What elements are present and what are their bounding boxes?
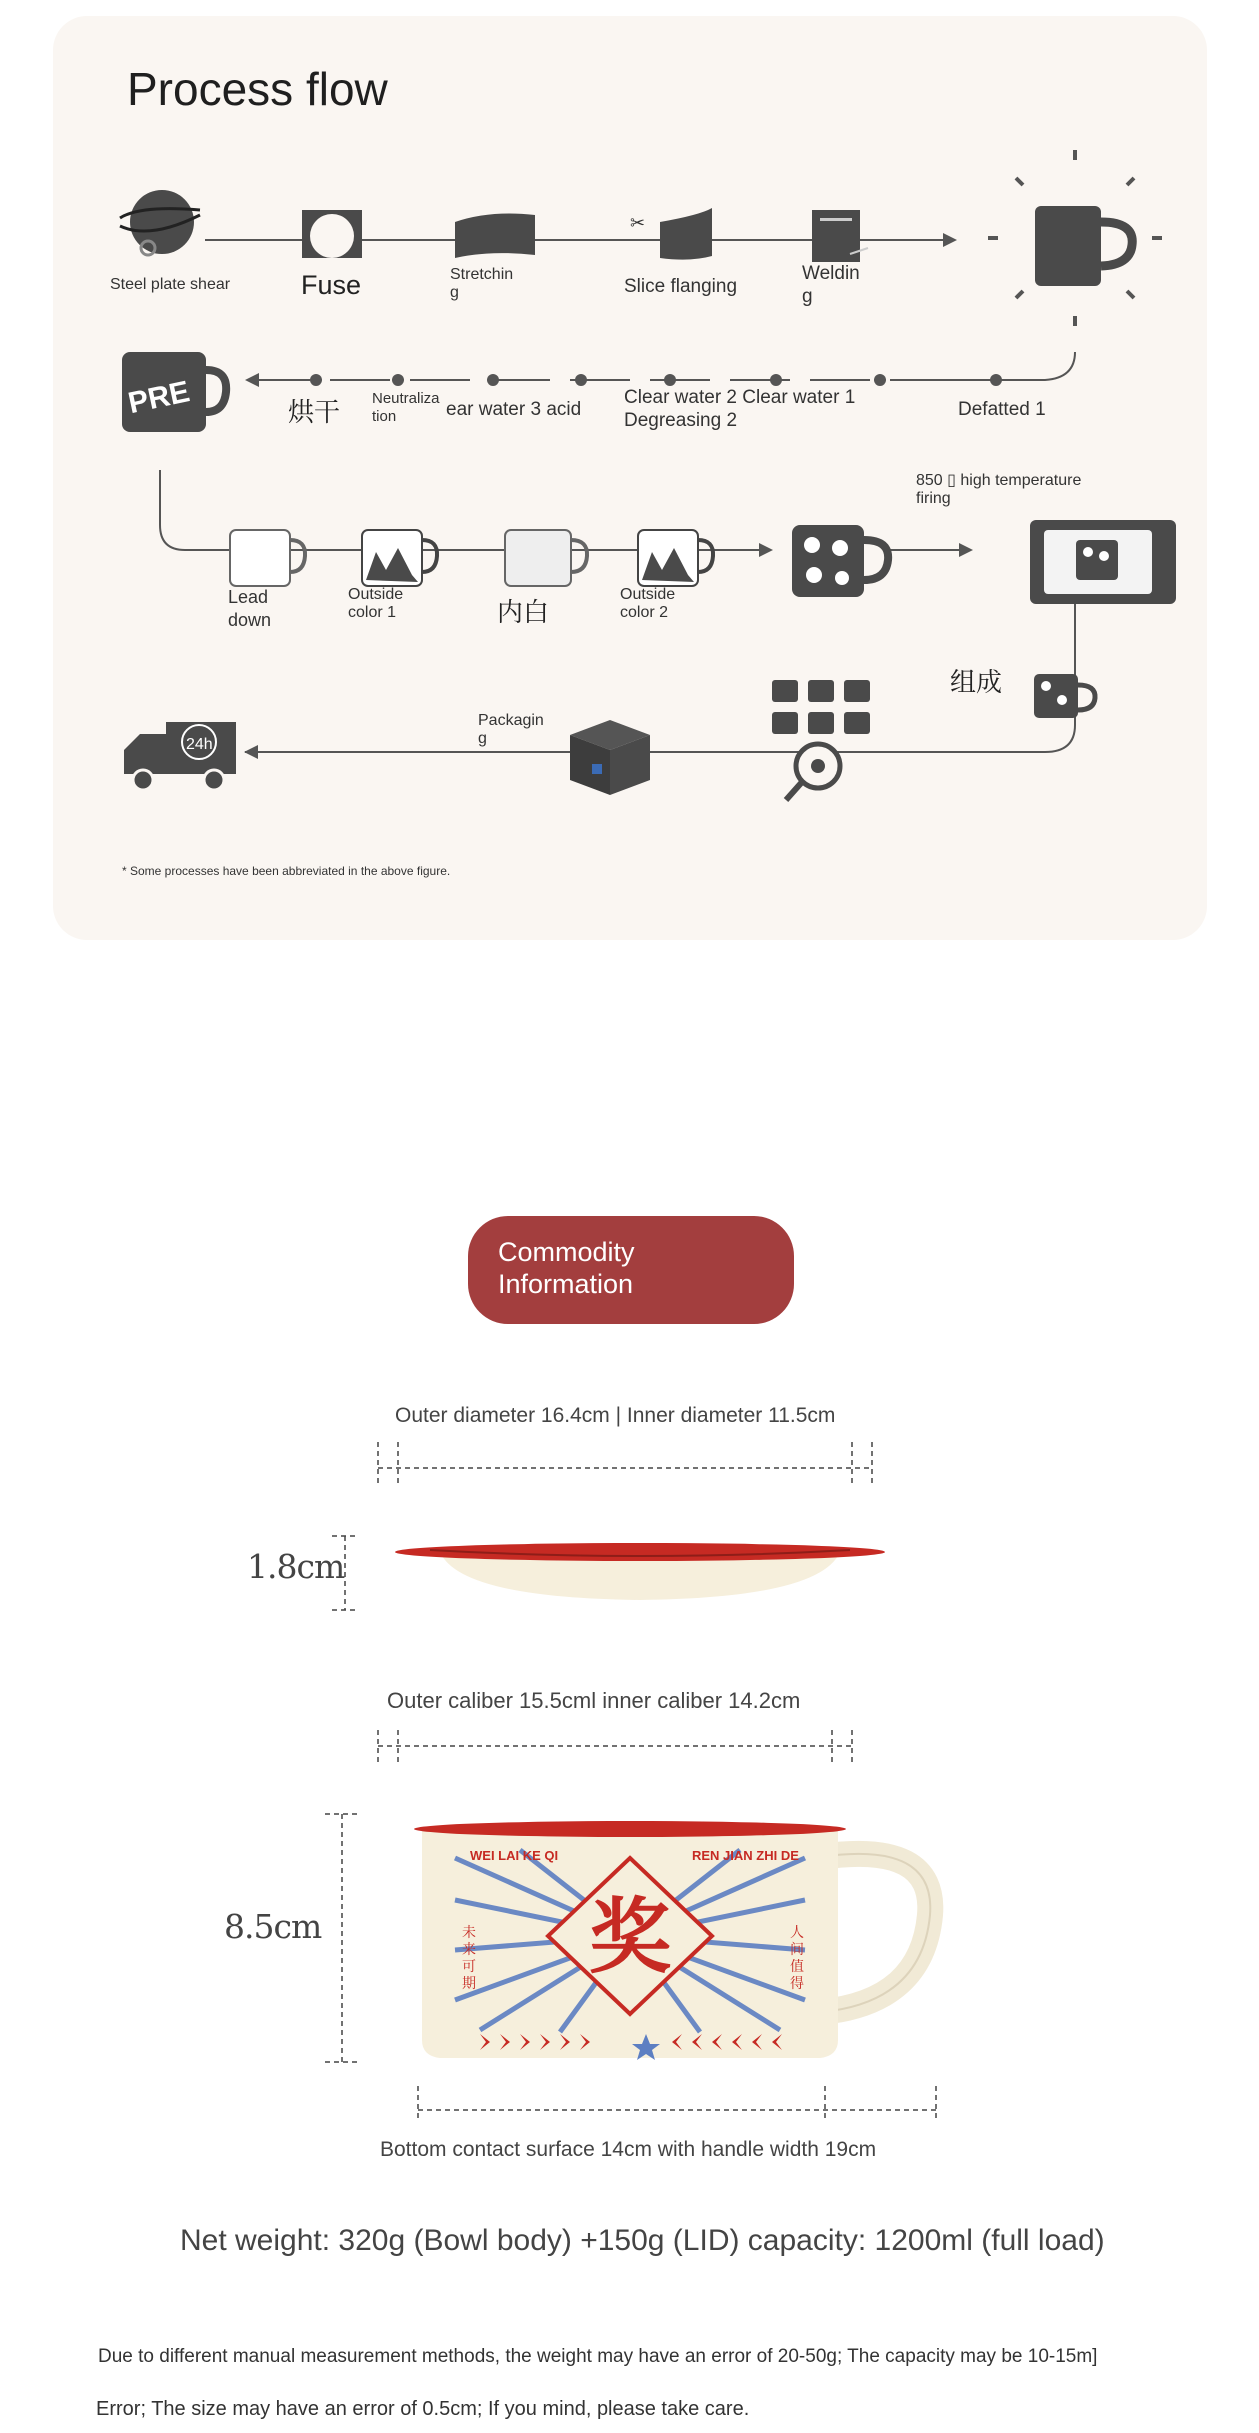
fuse-disc-icon: [302, 210, 362, 258]
firing-kiln-icon: [1030, 520, 1176, 604]
flow-dot: [990, 374, 1002, 386]
flow-dot: [487, 374, 499, 386]
welding-icon: [812, 210, 868, 262]
svg-text:✂: ✂: [630, 213, 646, 233]
pre-mug-icon: [122, 352, 226, 432]
process-footnote: * Some processes have been abbreviated in the above figure.: [122, 864, 451, 878]
step-label: 烘干: [288, 398, 341, 428]
cup-print-left-vertical: 未来可期: [462, 1925, 476, 1992]
bottom-size-label: Bottom contact surface 14cm with handle width 19cm: [380, 2138, 877, 2161]
arrow-left-icon: [244, 745, 258, 759]
cup-print-right: REN JIAN ZHI DE: [692, 1848, 799, 1863]
step-label: Outside color 2: [620, 586, 676, 621]
lid-diameter-label: Outer diameter 16.4cm | Inner diameter 11.5cm: [395, 1404, 836, 1427]
lead-down-mug-icon: [230, 530, 305, 586]
step-label: Defatted 1: [958, 399, 1046, 420]
arrow-right-icon: [759, 543, 773, 557]
slice-flanging-icon: [630, 208, 712, 260]
process-flow-diagram: [0, 0, 1259, 940]
cup-print-left: WEI LAI KE QI: [470, 1848, 559, 1863]
flow-dot: [575, 374, 587, 386]
step-label: Outside color 1: [348, 586, 404, 621]
outside-color-mug-icon: [362, 530, 437, 586]
flower-mug-icon: [792, 525, 888, 597]
stretch-sheet-icon: [455, 214, 535, 258]
cup-center-char: 奖: [588, 1890, 672, 1985]
flow-line-curve2: [160, 470, 220, 550]
lid-image: [395, 1543, 885, 1600]
cup-print-right-vertical: 人间值得: [790, 1925, 804, 1992]
step-label: Slice flanging: [624, 276, 738, 297]
cup-image: [414, 1821, 930, 2060]
truck-24h-badge: 24h: [186, 736, 213, 753]
outside-color-mug-icon: [638, 530, 713, 586]
flow-dot: [770, 374, 782, 386]
step-label: Fuse: [301, 270, 362, 300]
flow-dot: [310, 374, 322, 386]
cup-height-label: 8.5cm: [224, 1907, 322, 1946]
arrow-right-icon: [943, 233, 957, 247]
step-label: Packagin g: [478, 712, 544, 747]
flow-dot: [392, 374, 404, 386]
pre-badge: PRE: [125, 375, 193, 421]
shear-icon: [120, 190, 200, 255]
step-label: Neutraliza tion: [372, 390, 440, 425]
step-label: Stretchin g: [450, 266, 514, 301]
step-label: 组成: [950, 668, 1003, 698]
assembled-mug-icon: [1034, 674, 1095, 718]
net-weight-text: Net weight: 320g (Bowl body) +150g (LID) capacity: 1200ml (full load): [180, 2224, 1105, 2257]
error-note-line2: Error; The size may have an error of 0.5cm; If you mind, please take care.: [96, 2398, 750, 2420]
arrow-left-icon: [245, 373, 259, 387]
step-label: Clear water 2 Clear water 1 Degreasing 2: [624, 387, 856, 431]
caliber-label: Outer caliber 15.5cml inner caliber 14.2cm: [387, 1688, 801, 1713]
lid-height-label: 1.8cm: [247, 1547, 345, 1586]
step-label: Weldin g: [802, 263, 860, 307]
step-label: ear water 3 acid: [446, 399, 582, 420]
commodity-heading-badge: Commodity Information: [468, 1216, 794, 1324]
flow-dot: [874, 374, 886, 386]
delivery-truck-icon: [124, 722, 236, 790]
flow-dot: [664, 374, 676, 386]
step-label: 内白: [497, 598, 550, 628]
package-box-icon: [570, 720, 650, 795]
process-flow-title: Process flow: [127, 63, 388, 115]
kiln-mug-icon: [988, 150, 1162, 326]
error-note-line1: Due to different manual measurement methods, the weight may have an error of 20-50g; The capacity may be 10-15m]: [98, 2346, 1098, 2367]
dimension-drawings: [0, 1440, 1259, 2420]
flow-line-curve1: [950, 352, 1075, 380]
arrow-right-icon: [959, 543, 973, 557]
inner-white-mug-icon: [505, 530, 587, 586]
mug-grid-icon: [772, 680, 870, 734]
step-label: Steel plate shear: [110, 276, 231, 293]
step-label: 850 ▯ high temperature firing: [916, 472, 1082, 507]
step-label: Lead down: [228, 587, 272, 630]
